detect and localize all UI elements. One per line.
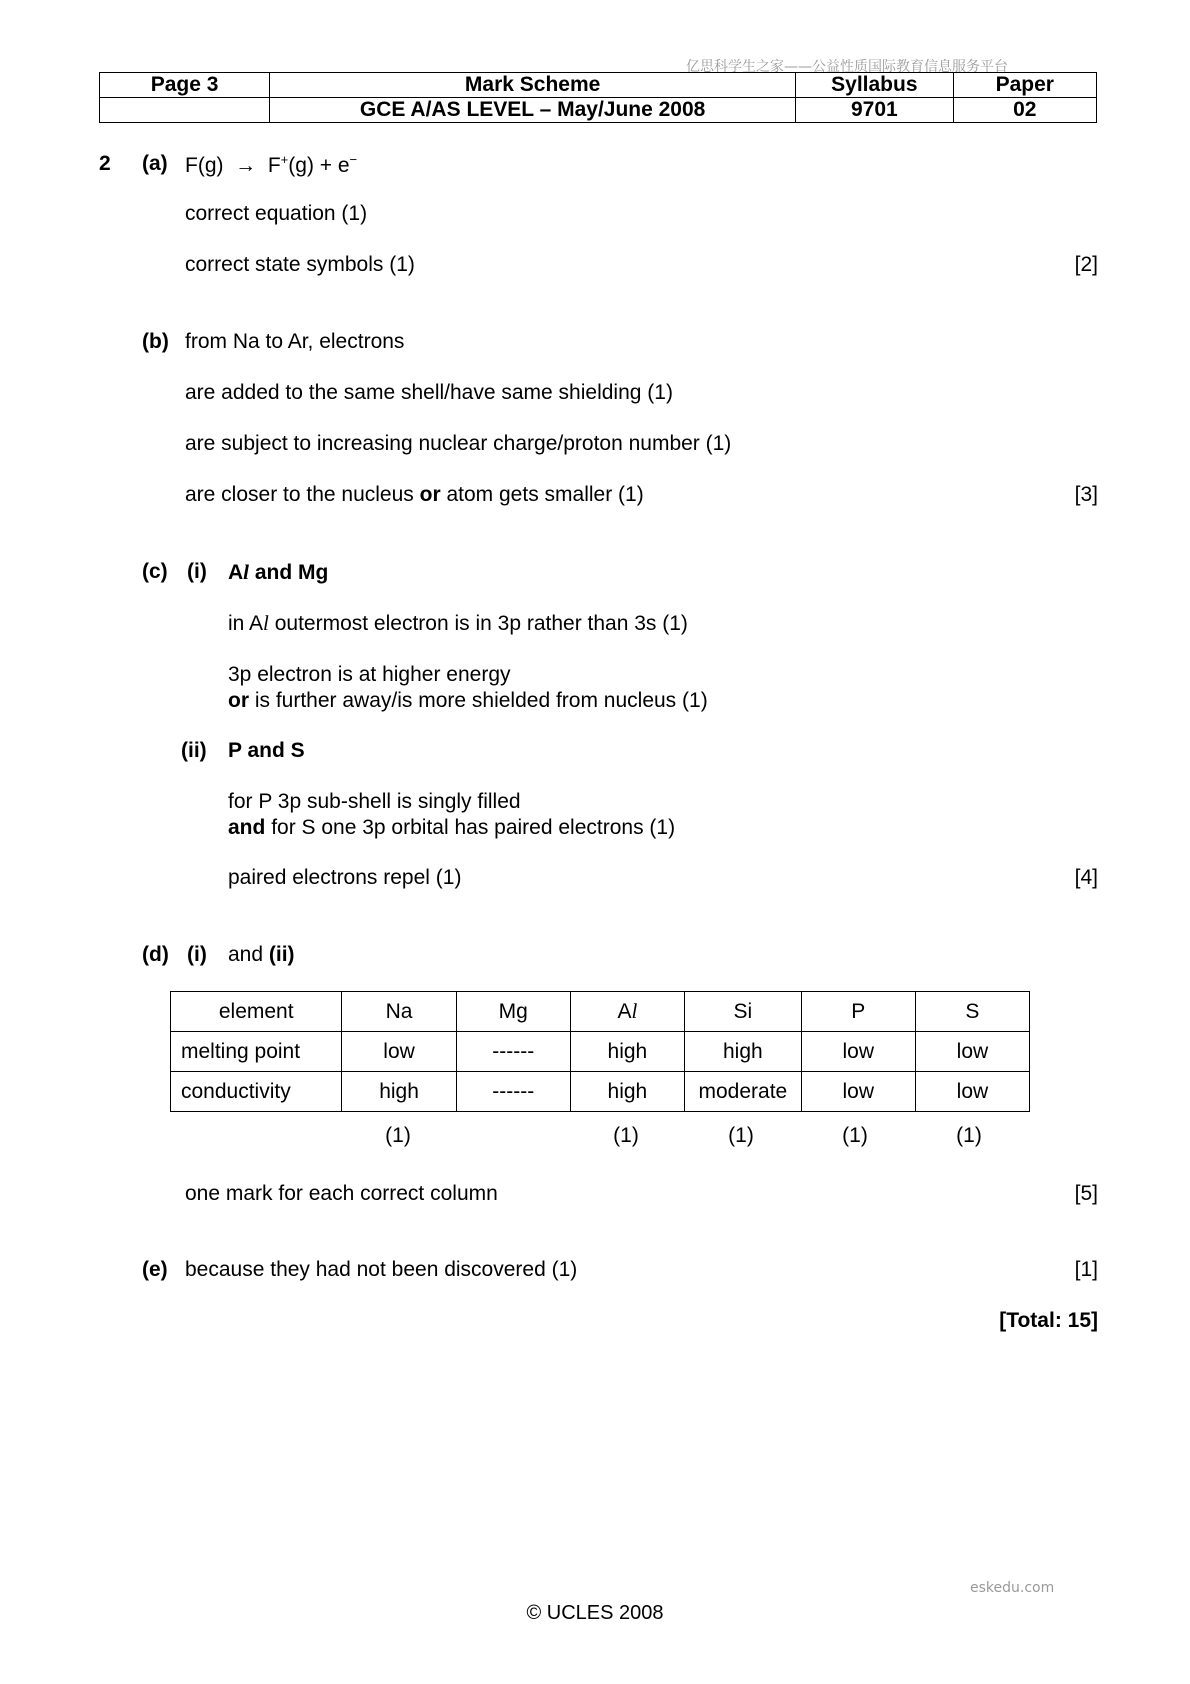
header-page: Page 3 xyxy=(100,73,270,98)
part-c-i-line3 xyxy=(228,689,708,713)
c-or: or xyxy=(228,689,249,712)
column-mark: (1) xyxy=(842,1124,868,1147)
title-b: and Mg xyxy=(254,561,329,584)
properties-table xyxy=(170,991,1030,1112)
part-d-and xyxy=(228,943,295,967)
column-mark: (1) xyxy=(956,1124,982,1147)
column-mark: (1) xyxy=(385,1124,411,1147)
part-e-marks: [1] xyxy=(1074,1258,1098,1281)
part-b-line3b: atom gets smaller (1) xyxy=(446,483,644,506)
table-cell: low xyxy=(801,1032,915,1072)
header-paper: 02 xyxy=(953,98,1096,123)
d-and: and xyxy=(228,943,264,966)
part-c-ii-line1: for P 3p sub-shell is singly filled xyxy=(228,790,521,813)
part-b-line0: from Na to Ar, electrons xyxy=(185,330,405,353)
table-cell: element xyxy=(171,992,342,1032)
table-cell: conductivity xyxy=(171,1072,342,1112)
al-l: l xyxy=(631,999,638,1023)
part-d-marks: [5] xyxy=(1074,1182,1098,1205)
c-line3: is further away/is more shielded from nucleus (1) xyxy=(254,689,708,712)
part-c-ii-title: P and S xyxy=(228,739,305,762)
equation-minus: − xyxy=(349,152,358,167)
part-b-line1: are added to the same shell/have same shielding (1) xyxy=(185,381,673,404)
table-cell: Na xyxy=(342,992,456,1032)
part-c-i-line1 xyxy=(228,611,688,636)
header-syllabus-label: Syllabus xyxy=(796,73,954,98)
table-cell: low xyxy=(801,1072,915,1112)
part-c-i-title xyxy=(228,560,328,585)
table-cell: low xyxy=(915,1032,1029,1072)
header-syllabus: 9701 xyxy=(796,98,954,123)
part-d-i-label: (i) xyxy=(187,943,207,966)
column-mark: (1) xyxy=(613,1124,639,1147)
equation-f: F xyxy=(267,154,281,177)
equation-lhs: F(g) xyxy=(185,154,224,177)
table-cell: Si xyxy=(685,992,802,1032)
al-a: A xyxy=(617,1000,632,1023)
part-c-i-label: (i) xyxy=(187,560,207,583)
table-header-row xyxy=(171,992,1030,1032)
part-c-marks: [4] xyxy=(1074,866,1098,889)
part-e-text: because they had not been discovered (1) xyxy=(185,1258,578,1281)
table-cell: ------ xyxy=(456,1032,570,1072)
table-cell: ------ xyxy=(456,1072,570,1112)
column-mark: (1) xyxy=(728,1124,754,1147)
line1a: in A xyxy=(228,612,264,635)
line1b: outermost electron is in 3p rather than 3s (1) xyxy=(274,612,688,635)
part-b-line2: are subject to increasing nuclear charge/proton number (1) xyxy=(185,432,732,455)
part-b-line3 xyxy=(185,483,644,507)
part-a-equation xyxy=(185,152,357,178)
table-cell-al xyxy=(570,992,684,1032)
table-cell: low xyxy=(915,1072,1029,1112)
part-b-marks: [3] xyxy=(1074,483,1098,506)
part-c-label: (c) xyxy=(142,560,168,583)
arrow-icon: → xyxy=(235,154,257,177)
watermark-top: 亿思科学生之家——公益性质国际教育信息服务平台 xyxy=(686,59,1008,75)
part-d-label: (d) xyxy=(142,943,169,966)
c-ii-line2: for S one 3p orbital has paired electrons (1) xyxy=(271,816,676,839)
table-cell: Mg xyxy=(456,992,570,1032)
part-e-label: (e) xyxy=(142,1258,168,1281)
title-l: l xyxy=(243,560,250,584)
d-ii-label: (ii) xyxy=(268,943,295,966)
part-a-line2: correct state symbols (1) xyxy=(185,253,415,276)
header-paper-label: Paper xyxy=(953,73,1096,98)
table-cell: P xyxy=(801,992,915,1032)
table-cell: high xyxy=(685,1032,802,1072)
table-cell: S xyxy=(915,992,1029,1032)
part-c-ii-line2 xyxy=(228,816,675,840)
table-row xyxy=(171,1072,1030,1112)
part-c-ii-label: (ii) xyxy=(181,739,207,762)
part-a-line1: correct equation (1) xyxy=(185,202,368,225)
title-a: A xyxy=(228,561,244,584)
header-table xyxy=(99,72,1097,123)
table-cell: high xyxy=(570,1032,684,1072)
table-cell: low xyxy=(342,1032,456,1072)
part-a-label: (a) xyxy=(142,152,168,175)
table-row xyxy=(171,1032,1030,1072)
table-cell: high xyxy=(342,1072,456,1112)
part-c-i-line2: 3p electron is at higher energy xyxy=(228,663,511,686)
total-marks: [Total: 15] xyxy=(999,1309,1098,1332)
part-a-marks: [2] xyxy=(1074,253,1098,276)
header-blank xyxy=(100,98,270,123)
equation-plus: + xyxy=(280,152,289,167)
part-b-label: (b) xyxy=(142,330,169,353)
table-cell: melting point xyxy=(171,1032,342,1072)
table-cell: high xyxy=(570,1072,684,1112)
part-d-note: one mark for each correct column xyxy=(185,1182,498,1205)
header-doc: Mark Scheme xyxy=(270,73,796,98)
part-c-ii-line3: paired electrons repel (1) xyxy=(228,866,462,889)
watermark-bottom: eskedu.com xyxy=(970,1580,1055,1596)
equation-mid: (g) + e xyxy=(288,154,350,177)
part-b-or: or xyxy=(419,483,441,506)
question-number: 2 xyxy=(99,152,111,175)
table-cell: moderate xyxy=(685,1072,802,1112)
header-exam: GCE A/AS LEVEL – May/June 2008 xyxy=(270,98,796,123)
line1l: l xyxy=(263,611,269,635)
part-b-line3a: are closer to the nucleus xyxy=(185,483,414,506)
c-and: and xyxy=(228,816,266,839)
footer-copyright: © UCLES 2008 xyxy=(526,1602,664,1624)
